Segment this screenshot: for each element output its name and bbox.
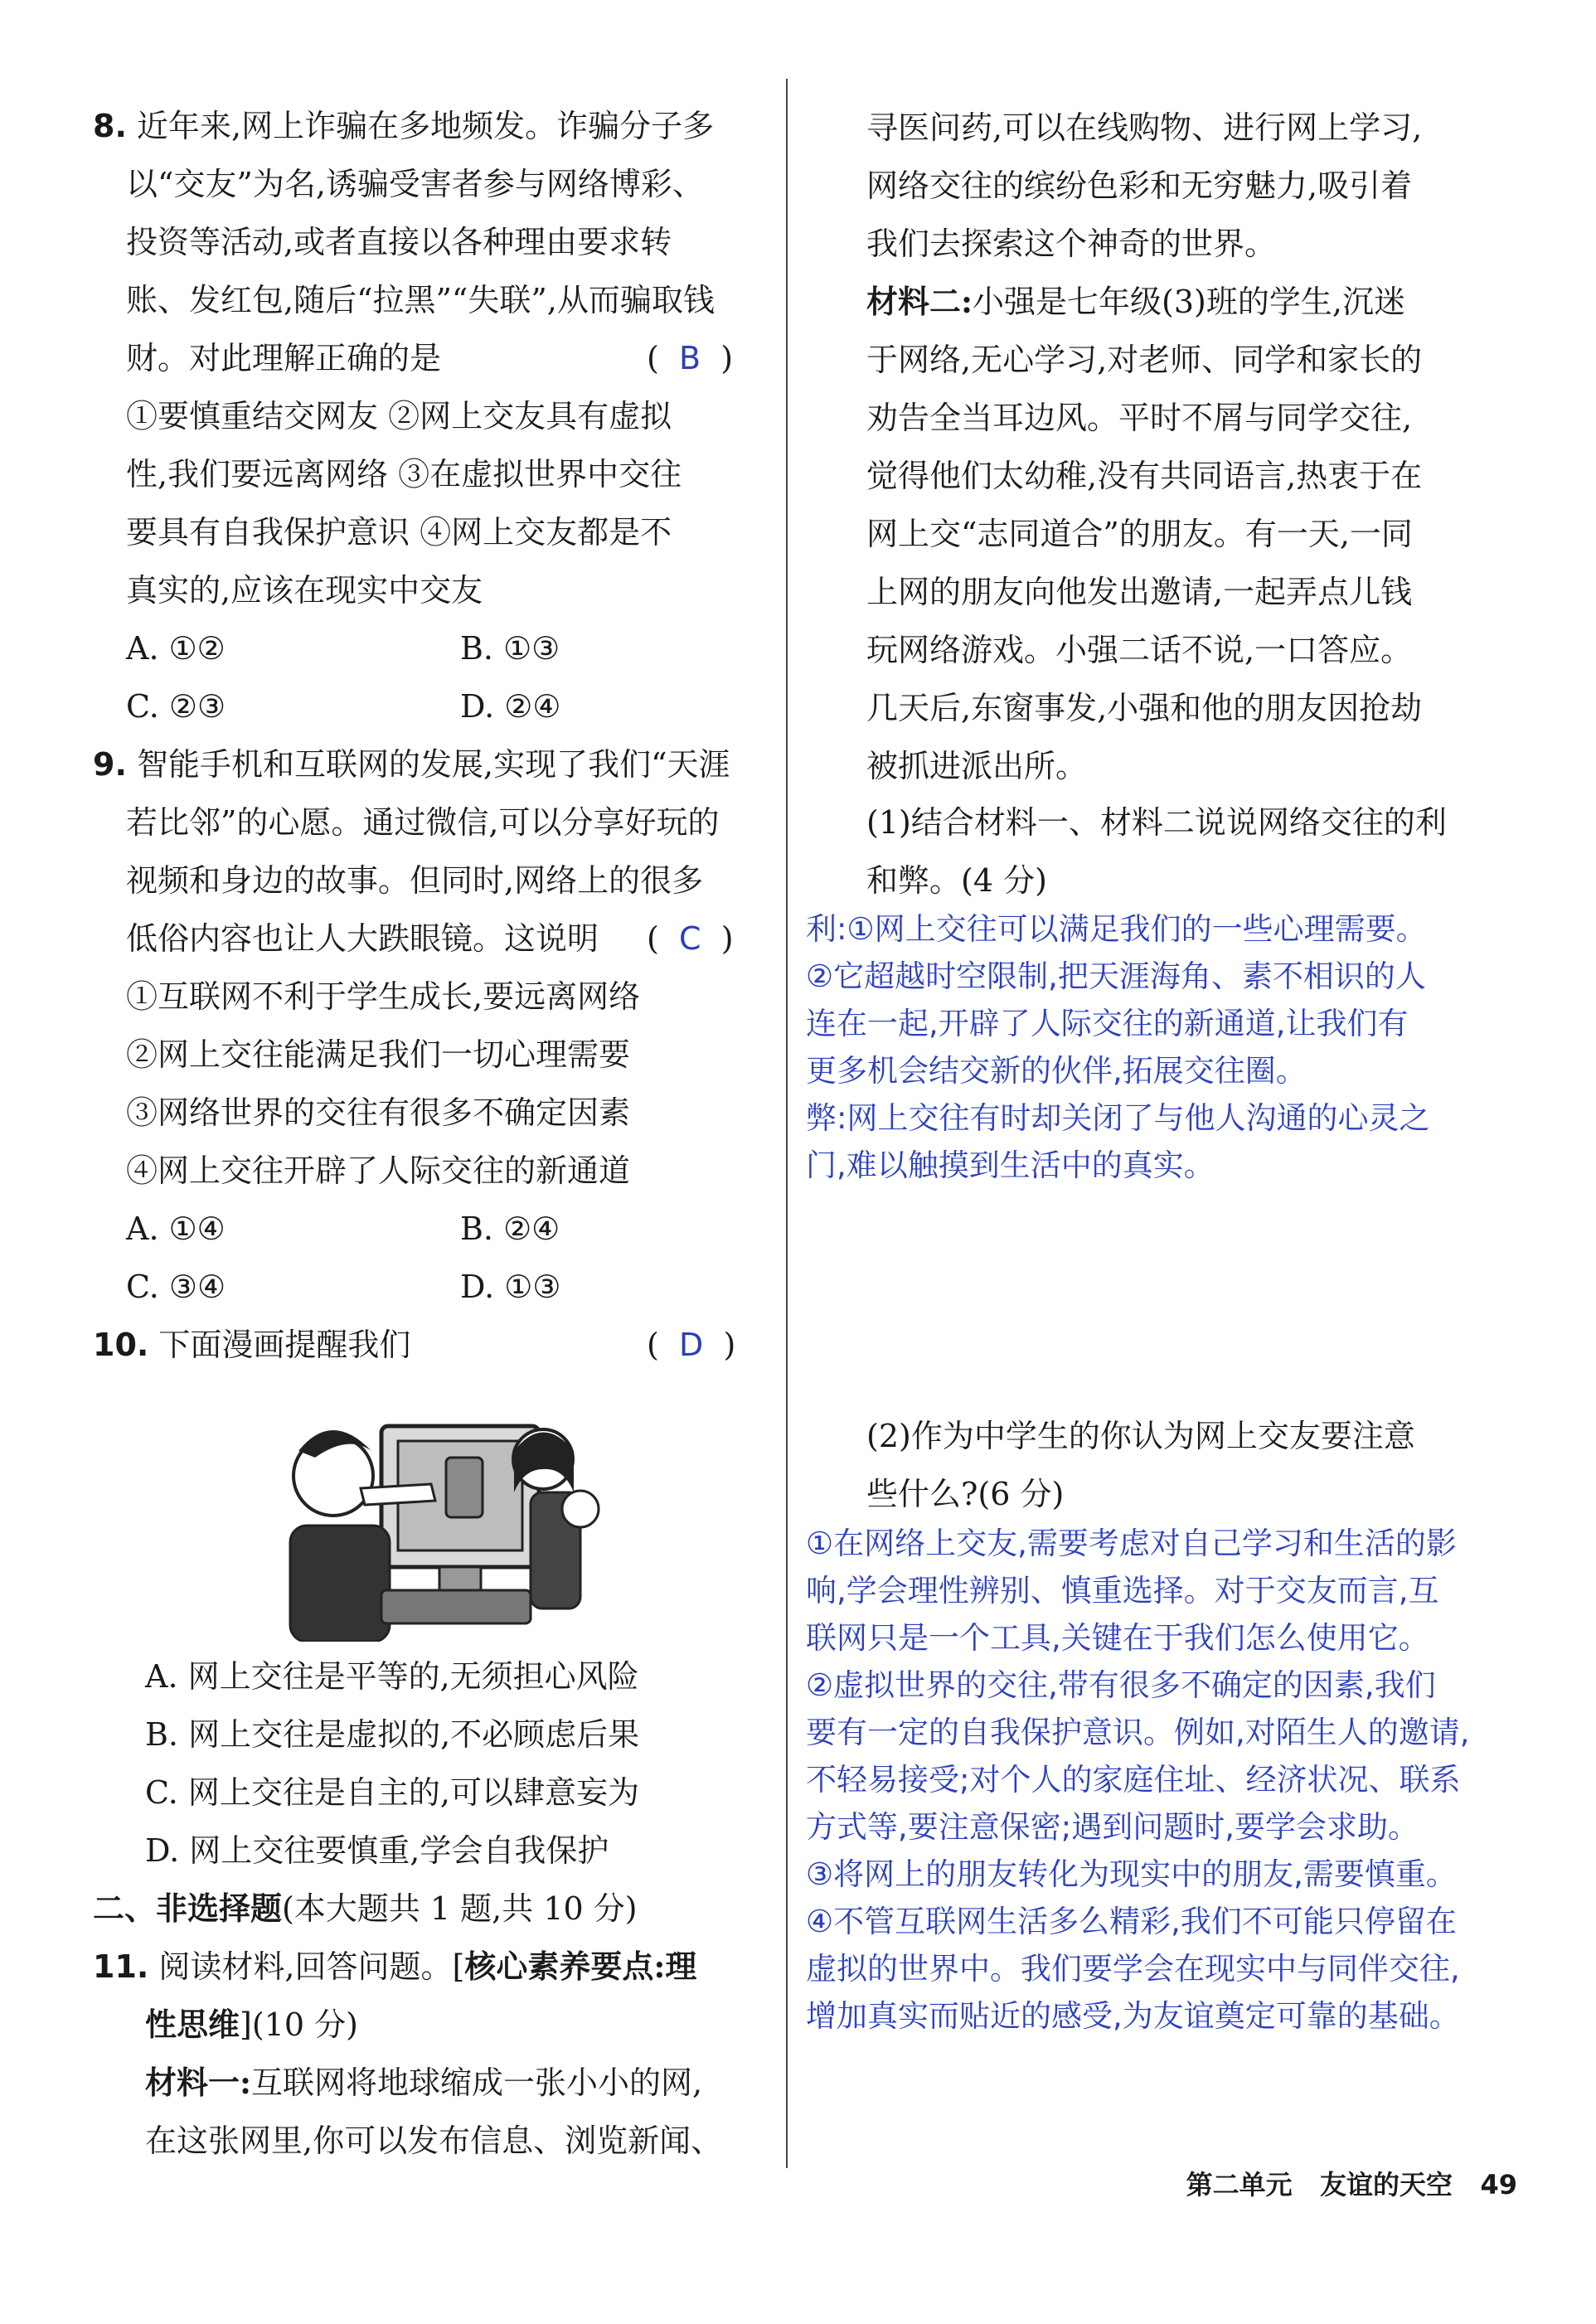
answer-2-line-1: ①在网络上交友,需要考虑对自己学习和生活的影 xyxy=(806,1526,1457,1561)
answer-1-line-4: 更多机会结交新的伙伴,拓展交往圈。 xyxy=(806,1053,1307,1089)
material-2-line-5: 网上交“志同道合”的朋友。有一天,一同 xyxy=(866,516,1413,552)
q9-option-c: C. ③④ xyxy=(126,1269,226,1305)
q9-answer: ( C ) xyxy=(647,920,734,957)
material-2-line-6: 上网的朋友向他发出邀请,一起弄点儿钱 xyxy=(866,574,1413,610)
answer-2-line-7: 方式等,要注意保密;遇到问题时,要学会求助。 xyxy=(806,1809,1419,1845)
sub-question-1-line-1: (1)结合材料一、材料二说说网络交往的利 xyxy=(866,804,1447,841)
sub-question-2-line-1: (2)作为中学生的你认为网上交友要注意 xyxy=(866,1418,1415,1454)
sub-question-2-line-2: 些什么?(6 分) xyxy=(866,1476,1065,1512)
material-1-cont-3: 我们去探索这个神奇的世界。 xyxy=(866,226,1277,262)
q10-option-a: A. 网上交往是平等的,无须担心风险 xyxy=(145,1658,639,1695)
cartoon-illustration xyxy=(282,1393,614,1642)
q9-statement-1: ①互联网不利于学生成长,要远离网络 xyxy=(126,978,641,1015)
page-number: 49 xyxy=(1480,2169,1517,2200)
q9-statement-3: ③网络世界的交往有很多不确定因素 xyxy=(126,1094,631,1131)
q10-answer-value: D xyxy=(679,1327,704,1363)
q8-line-4: 账、发红包,随后“拉黑”“失联”,从而骗取钱 xyxy=(126,282,715,318)
material-2-line-4: 觉得他们太幼稚,没有共同语言,热衷于在 xyxy=(866,458,1423,494)
q9-option-d: D. ①③ xyxy=(460,1269,561,1305)
q9-option-b: B. ②④ xyxy=(460,1211,560,1247)
q8-statement-2: 性,我们要远离网络 ③在虚拟世界中交往 xyxy=(126,456,682,492)
answer-2-line-2: 响,学会理性辨别、慎重选择。对于交友而言,互 xyxy=(806,1573,1439,1608)
q9-line-1: 9. 智能手机和互联网的发展,实现了我们“天涯 xyxy=(93,746,730,783)
answer-2-line-5: 要有一定的自我保护意识。例如,对陌生人的邀请, xyxy=(806,1715,1470,1750)
q8-line-2: 以“交友”为名,诱骗受害者参与网络博彩、 xyxy=(126,166,704,202)
answer-1-line-6: 门,难以触摸到生活中的真实。 xyxy=(806,1147,1215,1183)
section-2-heading: 二、非选择题(本大题共 1 题,共 10 分) xyxy=(93,1890,638,1927)
material-1-line-1: 材料一:互联网将地球缩成一张小小的网, xyxy=(145,2064,703,2101)
answer-2-line-10: 虚拟的世界中。我们要学会在现实中与同伴交往, xyxy=(806,1951,1460,1987)
material-2-line-2: 于网络,无心学习,对老师、同学和家长的 xyxy=(866,342,1423,378)
q8-statement-1: ①要慎重结交网友 ②网上交友具有虚拟 xyxy=(126,398,672,434)
q10-number: 10. xyxy=(93,1327,149,1363)
answer-1-line-3: 连在一起,开辟了人际交往的新通道,让我们有 xyxy=(806,1006,1409,1041)
material-1-cont-1: 寻医问药,可以在线购物、进行网上学习, xyxy=(866,109,1423,146)
answer-2-line-11: 增加真实而贴近的感受,为友谊奠定可靠的基础。 xyxy=(806,1998,1460,2034)
footer-title: 友谊的天空 xyxy=(1320,2169,1453,2200)
q9-answer-value: C xyxy=(679,920,701,957)
q10-option-b: B. 网上交往是虚拟的,不必顾虑后果 xyxy=(145,1716,640,1753)
q8-line-1: 8. 近年来,网上诈骗在多地频发。诈骗分子多 xyxy=(93,108,715,144)
column-divider xyxy=(786,79,788,2168)
q10-answer: ( D ) xyxy=(647,1327,736,1363)
q8-answer: ( B ) xyxy=(647,340,734,376)
page-footer xyxy=(1186,2164,1517,2202)
material-1-cont-2: 网络交往的缤纷色彩和无穷魅力,吸引着 xyxy=(866,167,1413,204)
answer-2-line-6: 不轻易接受;对个人的家庭住址、经济状况、联系 xyxy=(806,1762,1461,1798)
answer-2-line-9: ④不管互联网生活多么精彩,我们不可能只停留在 xyxy=(806,1904,1457,1939)
answer-2-line-3: 联网只是一个工具,关键在于我们怎么使用它。 xyxy=(806,1620,1429,1656)
q8-line-5: 财。对此理解正确的是 xyxy=(126,340,442,376)
q9-statement-2: ②网上交往能满足我们一切心理需要 xyxy=(126,1036,631,1073)
q11-number: 11. xyxy=(93,1948,149,1985)
q9-line-2: 若比邻”的心愿。通过微信,可以分享好玩的 xyxy=(126,804,720,841)
answer-2-line-8: ③将网上的朋友转化为现实中的朋友,需要慎重。 xyxy=(806,1856,1457,1892)
q8-number: 8. xyxy=(93,108,127,144)
q9-statement-4: ④网上交往开辟了人际交往的新通道 xyxy=(126,1152,631,1189)
q8-answer-value: B xyxy=(679,340,701,376)
material-2-line-8: 几天后,东窗事发,小强和他的朋友因抢劫 xyxy=(866,690,1423,726)
q11-line-2: 性思维](10 分) xyxy=(145,2006,358,2043)
q8-line-3: 投资等活动,或者直接以各种理由要求转 xyxy=(126,224,672,260)
material-2-line-3: 劝告全当耳边风。平时不屑与同学交往, xyxy=(866,400,1413,436)
material-1-line-2: 在这张网里,你可以发布信息、浏览新闻、 xyxy=(145,2123,723,2159)
q10-option-c: C. 网上交往是自主的,可以肆意妄为 xyxy=(145,1774,639,1811)
q8-option-a: A. ①② xyxy=(126,630,226,667)
q9-option-a: A. ①④ xyxy=(126,1211,226,1247)
q10-option-d: D. 网上交往要慎重,学会自我保护 xyxy=(145,1832,609,1869)
answer-2-line-4: ②虚拟世界的交往,带有很多不确定的因素,我们 xyxy=(806,1667,1436,1703)
answer-1-line-5: 弊:网上交往有时却关闭了与他人沟通的心灵之 xyxy=(806,1100,1430,1136)
q8-option-c: C. ②③ xyxy=(126,688,226,725)
sub-question-1-line-2: 和弊。(4 分) xyxy=(866,862,1047,899)
q9-line-4: 低俗内容也让人大跌眼镜。这说明 xyxy=(126,920,599,957)
q11-line-1: 11. 阅读材料,回答问题。[核心素养要点:理 xyxy=(93,1948,697,1985)
material-2-line-7: 玩网络游戏。小强二话不说,一口答应。 xyxy=(866,632,1413,668)
material-2-line-1: 材料二:小强是七年级(3)班的学生,沉迷 xyxy=(866,283,1405,320)
answer-1-line-1: 利:①网上交往可以满足我们的一些心理需要。 xyxy=(806,911,1427,947)
material-2-line-9: 被抓进派出所。 xyxy=(866,748,1088,784)
q9-line-3: 视频和身边的故事。但同时,网络上的很多 xyxy=(126,862,704,899)
q8-statement-3: 要具有自我保护意识 ④网上交友都是不 xyxy=(126,514,672,551)
q10-line: 10. 下面漫画提醒我们 xyxy=(93,1327,411,1363)
footer-unit: 第二单元 xyxy=(1186,2169,1293,2200)
q9-number: 9. xyxy=(93,746,127,783)
q8-option-d: D. ②④ xyxy=(460,688,561,725)
q8-statement-4: 真实的,应该在现实中交友 xyxy=(126,572,483,609)
answer-1-line-2: ②它超越时空限制,把天涯海角、素不相识的人 xyxy=(806,958,1426,994)
q8-option-b: B. ①③ xyxy=(460,630,560,667)
